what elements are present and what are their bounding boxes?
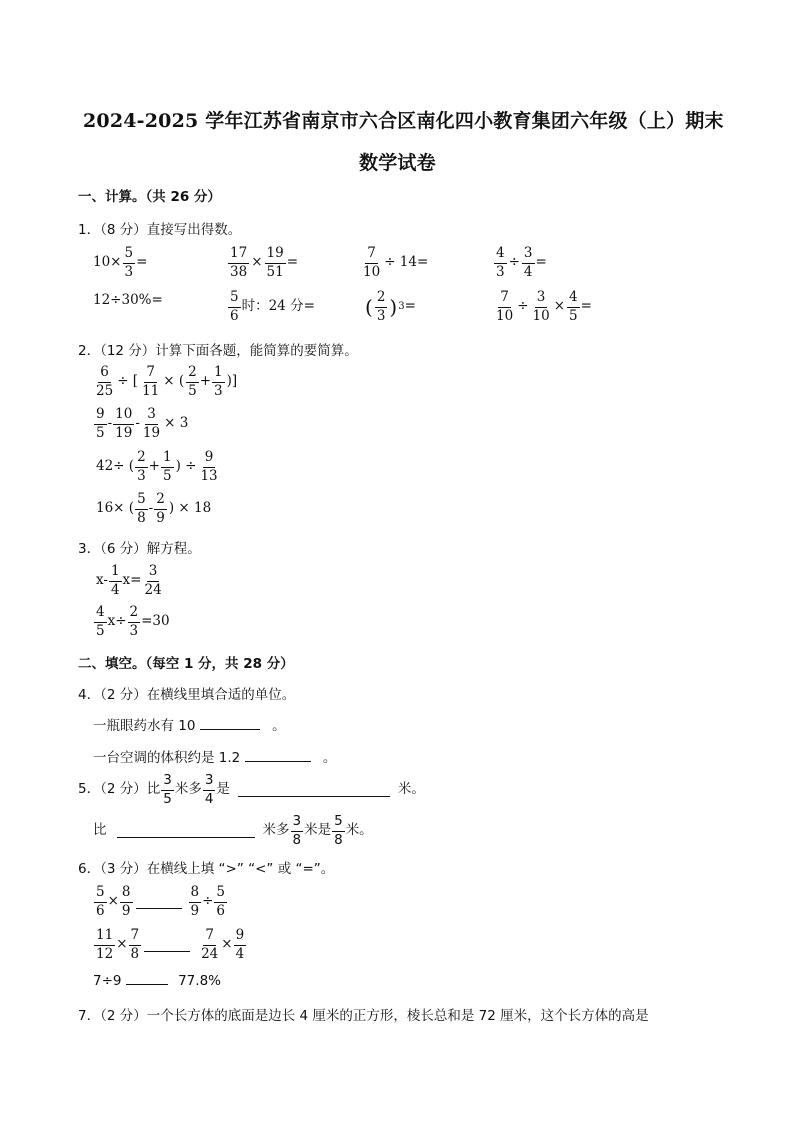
answer-blank[interactable] [136, 896, 182, 909]
fraction: $\frac{5}{6}$ [96, 884, 105, 919]
q6-item-1: $\frac{5}{6}$ × $\frac{8}{9}$ $\frac{8}{9}$ ÷ $\frac{5}{6}$ [96, 884, 225, 919]
answer-blank[interactable] [200, 717, 260, 730]
expr-text: 10× [93, 254, 122, 271]
fraction: $\frac{9}{5}$ [96, 406, 105, 441]
fraction: $\frac{7}{11}$ [142, 364, 160, 399]
fraction: $\frac{2}{3}$ [129, 604, 139, 639]
fraction: $\frac{5}{8}$ [137, 491, 146, 526]
fraction: $\frac{9}{13}$ [200, 449, 218, 484]
q1-item-8: $\frac{7}{10}$ ÷ $\frac{3}{10}$ × $\frac{4}{5}$ = [496, 289, 592, 324]
fraction: $\frac{3}{4}$ [523, 245, 533, 280]
question-7: 7．（2 分）一个长方体的底面是边长 4 厘米的正方形，棱长总和是 72 厘米，这个长方体的高是 [78, 1008, 649, 1024]
fraction: $\frac{9}{4}$ [235, 927, 245, 962]
section-1-heading: 一、计算。（共 26 分） [78, 189, 221, 205]
q3-equation-1: x- $\frac{1}{4}$ x= $\frac{3}{24}$ [96, 563, 162, 598]
q1-item-5: 12÷30%= [93, 292, 163, 308]
q1-item-2: $\frac{17}{38}$ × $\frac{19}{51}$ = [230, 245, 298, 280]
q6-item-3: 7÷9 77.8% [93, 973, 221, 989]
fraction: $\frac{1}{4}$ [110, 563, 120, 598]
q1-item-3: $\frac{7}{10}$ ÷ 14= [363, 245, 429, 280]
fraction: $\frac{7}{10}$ [363, 245, 381, 280]
answer-blank[interactable] [238, 784, 390, 797]
fraction: $\frac{10}{19}$ [115, 406, 133, 441]
q2-item-1: $\frac{6}{25}$ ÷ [ $\frac{7}{11}$ × ( $\frac{2}{5}$ + $\frac{1}{3}$ )] [96, 364, 238, 399]
q2-item-4: 16× ( $\frac{5}{8}$ - $\frac{2}{9}$ ) × 18 [96, 491, 212, 526]
fraction: $\frac{11}{12}$ [96, 927, 114, 962]
question-2: 2．（12 分）计算下面各题，能简算的要简算。 [78, 343, 358, 359]
expr-text: = [136, 254, 148, 271]
fraction: $\frac{8}{9}$ [190, 884, 200, 919]
q4-item-1: 一瓶眼药水有 10 。 [93, 718, 286, 734]
fraction: $\frac{19}{51}$ [266, 245, 284, 280]
question-5-part-2: 比 米多 $\frac{3}{8}$ 米是 $\frac{5}{8}$ 米。 [93, 813, 373, 848]
fraction: $\frac{2}{3}$ [376, 289, 386, 324]
fraction: $\frac{3}{19}$ [142, 406, 161, 441]
fraction: $\frac{5}{6}$ [230, 289, 239, 324]
fraction: $\frac{4}{5}$ [96, 604, 105, 639]
q1-item-7: ( $\frac{2}{3}$ ) 3 = [365, 289, 416, 324]
fraction: $\frac{2}{5}$ [188, 364, 197, 399]
answer-blank[interactable] [126, 972, 168, 985]
fraction: $\frac{5}{8}$ [334, 813, 343, 848]
fraction: $\frac{3}{8}$ [292, 813, 302, 848]
fraction: $\frac{1}{3}$ [214, 364, 223, 399]
q3-equation-2: $\frac{4}{5}$ x÷ $\frac{2}{3}$ =30 [96, 604, 170, 639]
question-4: 4．（2 分）在横线里填合适的单位。 [78, 687, 296, 703]
page-title: 2024-2025 学年江苏省南京市六合区南化四小教育集团六年级（上）期末 [83, 110, 724, 132]
q2-item-2: $\frac{9}{5}$ - $\frac{10}{19}$ - $\frac{3}{19}$ × 3 [96, 406, 189, 441]
fraction: $\frac{7}{10}$ [496, 289, 514, 324]
fraction: $\frac{2}{3}$ [137, 449, 146, 484]
fraction: $\frac{3}{4}$ [204, 772, 214, 807]
fraction: $\frac{7}{24}$ [201, 927, 219, 962]
answer-blank[interactable] [117, 825, 255, 838]
fraction: $\frac{3}{10}$ [532, 289, 550, 324]
page-subtitle: 数学试卷 [359, 152, 436, 174]
answer-blank[interactable] [144, 939, 190, 952]
q2-item-3: 42÷ ( $\frac{2}{3}$ + $\frac{1}{5}$ ) ÷ $\frac{9}{13}$ [96, 449, 218, 484]
fraction: $\frac{1}{5}$ [162, 449, 172, 484]
fraction: $\frac{7}{8}$ [130, 927, 140, 962]
answer-blank[interactable] [245, 749, 311, 762]
fraction: $\frac{8}{9}$ [121, 884, 131, 919]
q4-item-2: 一台空调的体积约是 1.2 。 [93, 750, 337, 766]
fraction: $\frac{4}{5}$ [569, 289, 578, 324]
q1-item-1 [93, 246, 147, 280]
fraction: $\frac{5}{3}$ [124, 245, 134, 280]
q1-item-4: $\frac{4}{3}$ ÷ $\frac{3}{4}$ = [496, 245, 547, 280]
q1-item-6: $\frac{5}{6}$ 时：24 分= [230, 289, 315, 324]
fraction: $\frac{4}{3}$ [496, 245, 505, 280]
q6-item-2: $\frac{11}{12}$ × $\frac{7}{8}$ $\frac{7}{24}$ × $\frac{9}{4}$ [96, 927, 245, 962]
fraction: $\frac{2}{9}$ [156, 491, 165, 526]
fraction: $\frac{3}{5}$ [163, 772, 172, 807]
fraction: $\frac{5}{6}$ [216, 884, 225, 919]
question-1: 1．（8 分）直接写出得数。 [78, 222, 242, 238]
fraction: $\frac{6}{25}$ [96, 364, 114, 399]
question-5: 5．（2 分）比 $\frac{3}{5}$ 米多 $\frac{3}{4}$ 是 米。 [78, 772, 425, 807]
question-6: 6．（3 分）在横线上填 “>” “<” 或 “=”。 [78, 861, 335, 877]
fraction: $\frac{17}{38}$ [230, 245, 248, 280]
fraction: $\frac{3}{24}$ [144, 563, 162, 598]
section-2-heading: 二、填空。（每空 1 分，共 28 分） [78, 656, 294, 672]
question-3: 3．（6 分）解方程。 [78, 541, 201, 557]
